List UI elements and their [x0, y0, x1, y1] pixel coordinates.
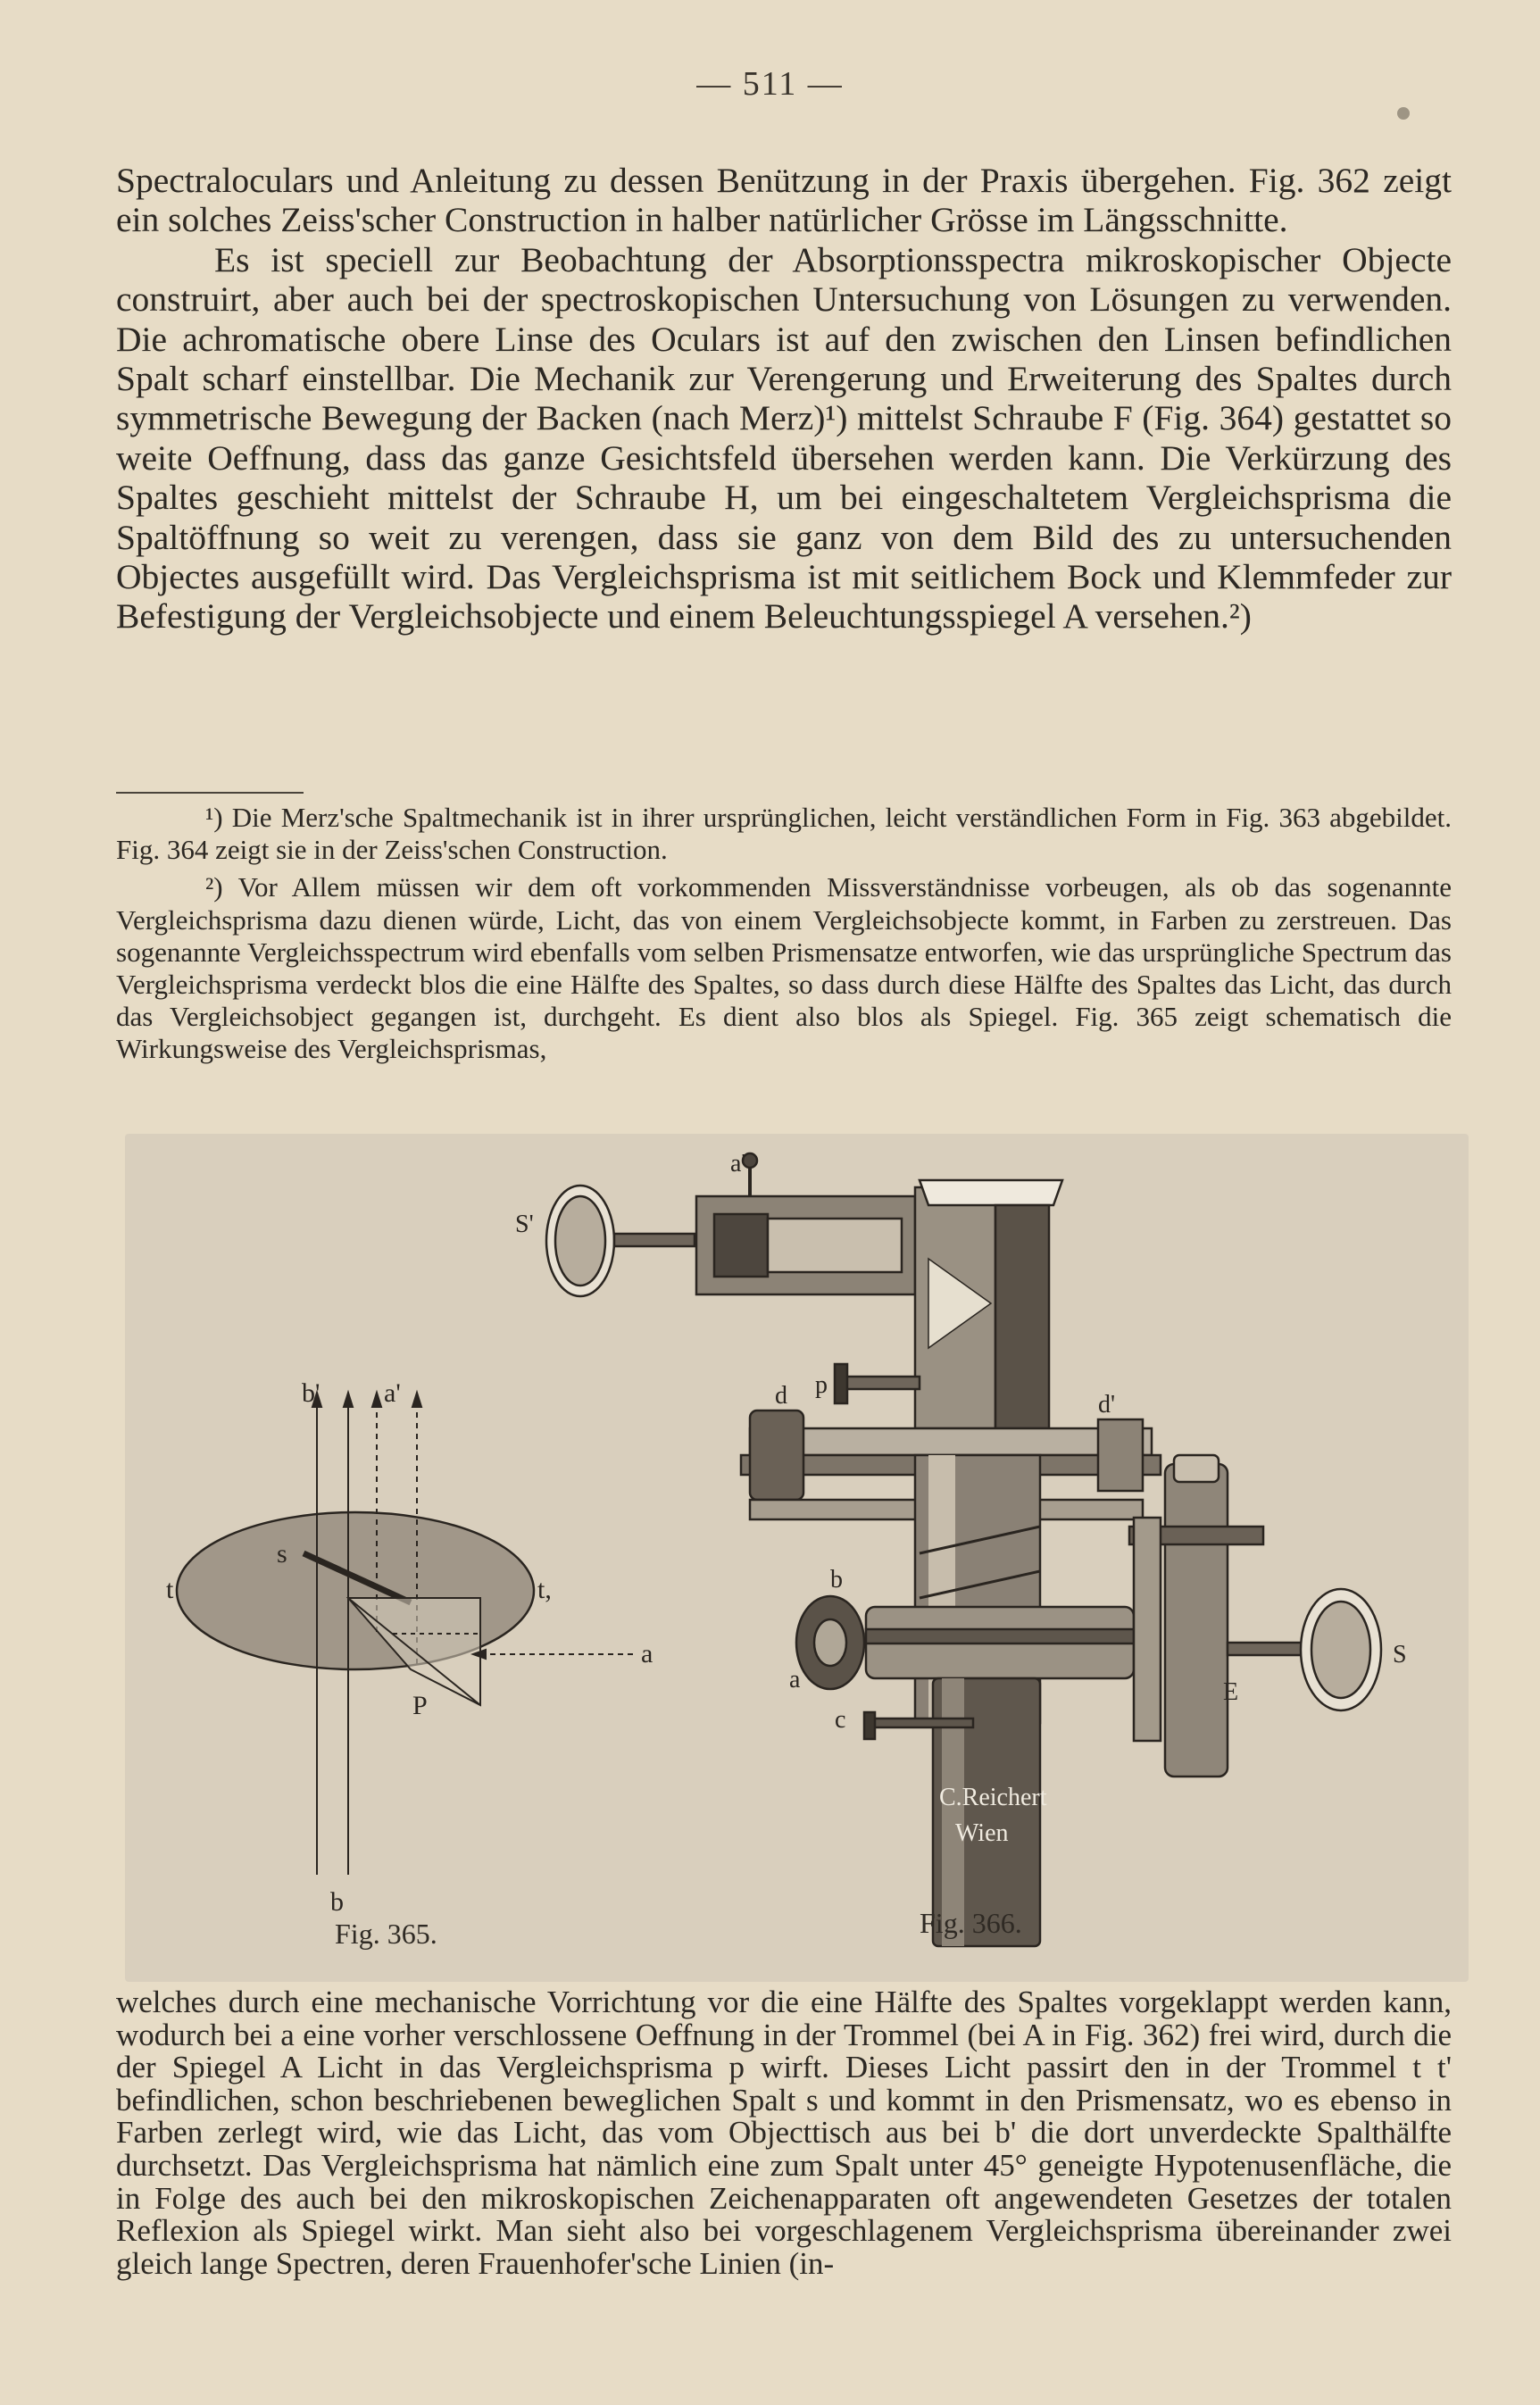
fig366-label-s: S: [1393, 1641, 1407, 1669]
fig-365-diagram: [177, 1393, 634, 1875]
main-text: [116, 161, 1452, 637]
fig366-maker-line1: C.Reichert: [939, 1784, 1047, 1811]
fig366-label-d: d: [775, 1382, 787, 1410]
fig365-label-t-prime: t,: [537, 1575, 552, 1604]
fig366-label-c: c: [835, 1706, 846, 1734]
fig365-label-p: P: [412, 1691, 428, 1720]
figure-plate: [125, 1134, 1469, 1982]
figures-illustration: [125, 1134, 1469, 1982]
footnote-1: ¹) Die Merz'sche Spaltmechanik ist in ihrer ursprünglichen, leicht verständlichen Form in Fig. 363 abgebildet. Fig. 364 zeigt sie in der Zeiss'schen Construction.: [116, 802, 1452, 866]
fig-366-caption: Fig. 366.: [920, 1907, 1022, 1939]
fig365-label-t: t: [166, 1575, 174, 1604]
fig366-label-a: a: [789, 1666, 801, 1693]
continuation-text: welches durch eine mechanische Vorrichtung vor die eine Hälfte des Spaltes vorgeklappt werden kann, wodurch bei a eine vorher verschlossene Oeffnung in der Trommel (bei A in Fig. 362) frei wird, durch die der Spiegel A Licht in das Vergleichsprisma p wirft. Dieses Licht passirt den in der Trommel t t' befindlichen, schon beschriebenen beweglichen Spalt s und kommt in den Prismensatz, wo es ebenso in Farben zerlegt wird, wie das Licht, das vom Objecttisch aus bei b' die dort unverdeckte Spalthälfte durchsetzt. Das Vergleichsprisma hat nämlich eine zum Spalt unter 45° geneigte Hypotenusenfläche, die in Folge des auch bei den mikroskopischen Zeichenapparaten oft angewendeten Gesetzes der totalen Reflexion als Spiegel wirkt. Man sieht also bei vorgeschlagenem Vergleichsprisma übereinander zwei gleich lange Spectren, deren Frauenhofer'sche Linien (in-: [116, 1985, 1452, 2281]
fig-365-caption: Fig. 365.: [335, 1918, 437, 1950]
fig366-label-d-prime: d': [1098, 1391, 1116, 1419]
fig365-label-b-prime: b': [302, 1378, 320, 1408]
fig366-label-a-prime: a': [730, 1150, 746, 1178]
fig365-label-a-prime: a': [384, 1378, 401, 1408]
page-number: — 511 —: [696, 65, 844, 103]
footnote-2: ²) Vor Allem müssen wir dem oft vorkommenden Missverständnisse vorbeugen, als ob das sogenannte Vergleichsprisma dazu dienen würde, Licht, das von einem Vergleichsobjecte kommt, in Farben zu zerstreuen. Das sogenannte Vergleichsspectrum wird ebenfalls vom selben Prismensatze entworfen, wie das ursprüngliche Spectrum das Vergleichsprisma verdeckt blos die eine Hälfte des Spaltes, so dass durch diese Hälfte des Spaltes das Licht, das durch das Vergleichsobject gegangen ist, durchgeht. Es dient also blos als Spiegel. Fig. 365 zeigt schematisch die Wirkungsweise des Vergleichsprismas,: [116, 871, 1452, 1065]
fig366-maker-line2: Wien: [955, 1819, 1009, 1847]
fig366-label-p: p: [815, 1371, 828, 1399]
fig365-label-a: a: [641, 1639, 653, 1669]
fig365-label-s: s: [277, 1539, 287, 1569]
footnote-rule: [116, 792, 304, 794]
paragraph-1: Spectraloculars und Anleitung zu dessen Benützung in der Praxis übergehen. Fig. 362 zeigt ein solches Zeiss'scher Construction in halber natürlicher Grösse im Längsschnitte.: [116, 161, 1452, 240]
fig366-label-s-prime: S': [515, 1211, 534, 1238]
fig366-label-e: E: [1223, 1678, 1239, 1706]
paragraph-2: Es ist speciell zur Beobachtung der Absorptionsspectra mikroskopischer Objecte construirt, aber auch bei der spectroskopischen Untersuchung von Lösungen zu verwenden. Die achromatische obere Linse des Oculars ist auf den zwischen den Linsen befindlichen Spalt scharf einstellbar. Die Mechanik zur Verengerung und Erweiterung des Spaltes durch symmetrische Bewegung der Backen (nach Merz)¹) mittelst Schraube F (Fig. 364) gestattet so weite Oeffnung, dass das ganze Gesichtsfeld übersehen werden kann. Die Verkürzung des Spaltes geschieht mittelst der Schraube H, um bei eingeschaltetem Vergleichsprisma die Spaltöffnung so weit zu verengen, dass sie ganz von dem Bild des zu untersuchenden Objectes ausgefüllt wird. Das Vergleichsprisma ist mit seitlichem Bock und Klemmfeder zur Befestigung der Vergleichsobjecte und einem Beleuchtungsspiegel A versehen.²): [116, 239, 1452, 637]
fig366-label-b: b: [830, 1566, 843, 1594]
ink-spot: [1397, 107, 1410, 120]
fig365-label-b: b: [330, 1887, 344, 1917]
footnotes: [116, 802, 1452, 1071]
